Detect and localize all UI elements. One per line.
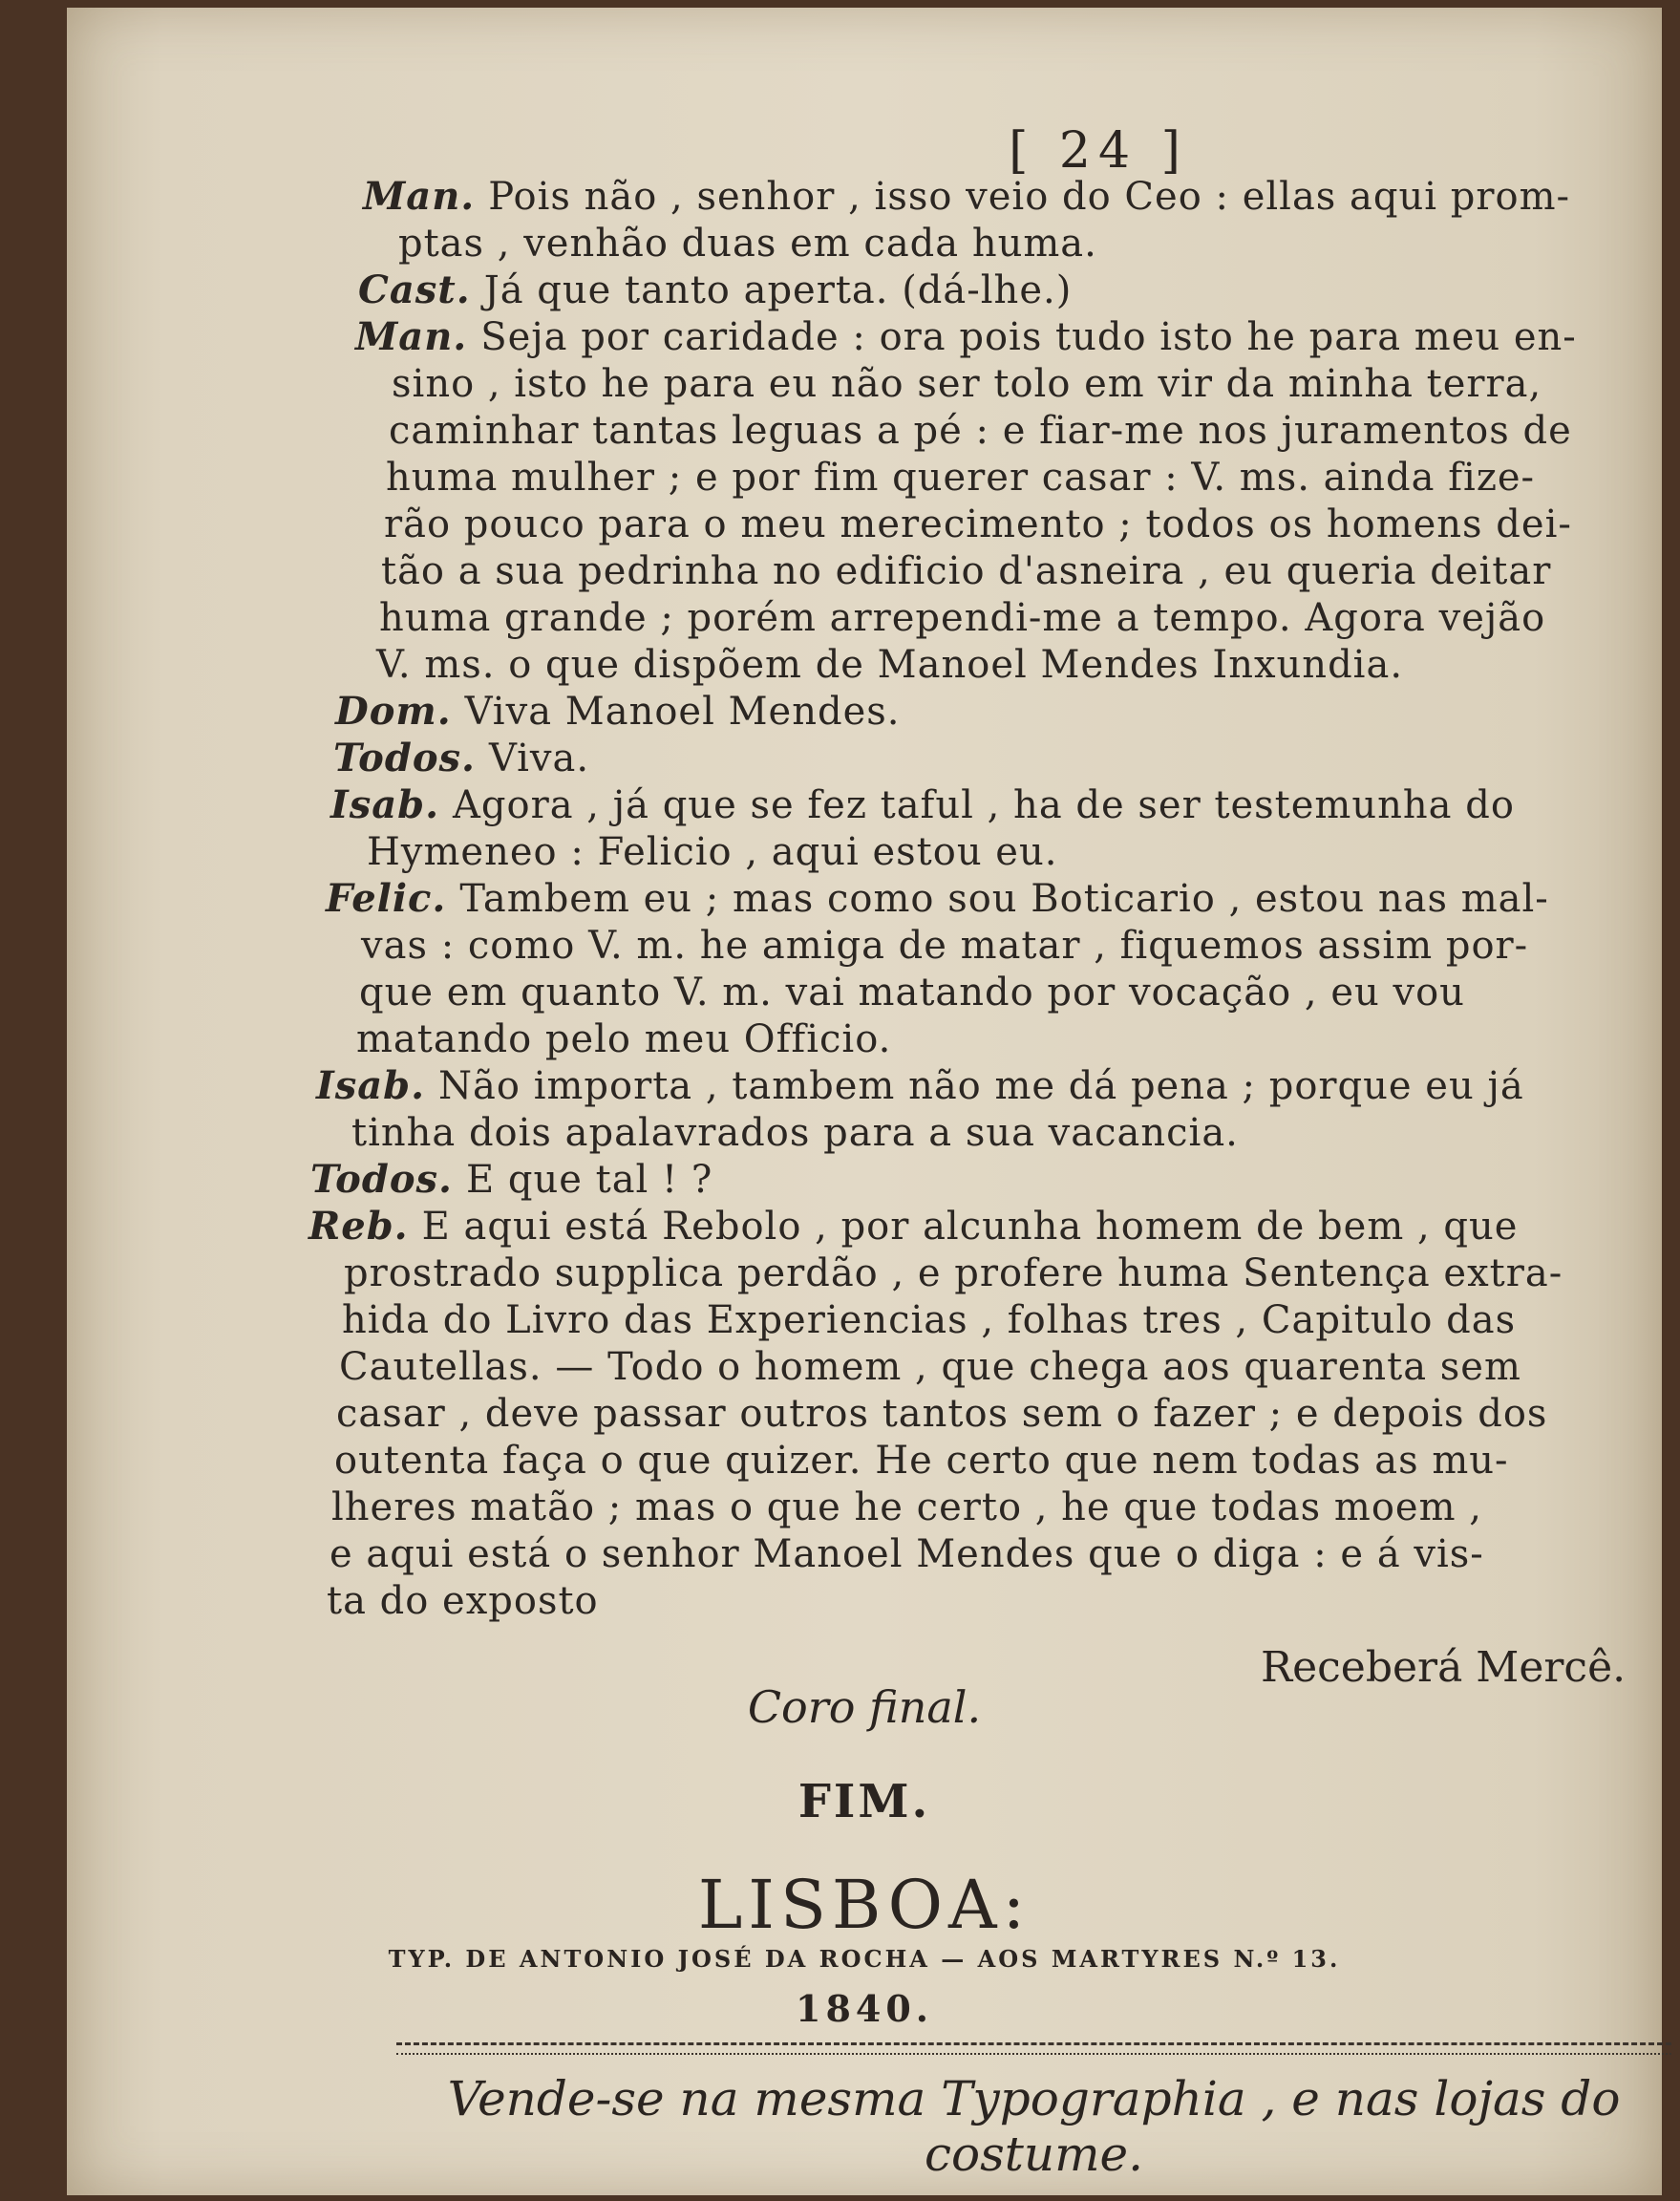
speaker-label: Todos. (333, 736, 476, 780)
text-line (381, 549, 1551, 593)
line-text: ta do exposto (327, 1579, 599, 1623)
line-text: que em quanto V. m. vai matando por vocação , eu vou (359, 971, 1465, 1015)
line-text: E aqui está Rebolo , por alcunha homem de bem , que (421, 1205, 1519, 1249)
line-text: Pois não , senhor , isso veio do Ceo : ellas aqui prom- (488, 175, 1571, 219)
line-text: huma grande ; porém arrependi-me a tempo. Agora vejão (379, 596, 1546, 640)
line-text: Tambem eu ; mas como sou Boticario , estou nas mal- (459, 877, 1549, 921)
text-line (379, 596, 1545, 640)
line-text: casar , deve passar outros tantos sem o fazer ; e depois dos (336, 1392, 1548, 1436)
speaker-label: Felic. (326, 876, 447, 921)
text-line (334, 1439, 1509, 1483)
speaker-label: Dom. (335, 689, 452, 734)
line-text: Viva. (488, 737, 590, 780)
line-text: Agora , já que se fez taful , ha de ser testemunha do (453, 783, 1515, 827)
line-text: E que tal ! ? (465, 1158, 713, 1202)
text-line (316, 1064, 1524, 1108)
text-line (308, 1205, 1518, 1249)
text-line (355, 315, 1577, 359)
coro-final: Coro final. (747, 1681, 982, 1733)
line-text: e aqui está o senhor Manoel Mendes que o diga : e á vis- (330, 1532, 1484, 1576)
speaker-label: Isab. (330, 782, 440, 827)
line-text: vas : como V. m. he amiga de matar , fiquemos assim por- (361, 924, 1529, 968)
page-number: [ 24 ] (1009, 122, 1188, 180)
text-line (392, 362, 1542, 406)
fim-heading: FIM. (797, 1775, 931, 1828)
line-text: huma mulher ; e por fim querer casar : V. ms. ainda fize- (386, 456, 1536, 500)
speaker-label: Man. (355, 314, 468, 359)
text-line (356, 1017, 891, 1061)
text-line (331, 1485, 1482, 1529)
city-imprint: LISBOA: (697, 1866, 1031, 1944)
line-text: Hymeneo : Felicio , aqui estou eu. (367, 830, 1058, 874)
speaker-label: Cast. (358, 267, 471, 312)
text-line (327, 1579, 599, 1623)
line-text: lheres matão ; mas o que he certo , he que todas moem , (331, 1485, 1482, 1529)
line-text: tão a sua pedrinha no edificio d'asneira , eu queria deitar (381, 549, 1552, 593)
text-line (339, 1345, 1521, 1389)
line-text: hida do Livro das Experiencias , folhas tres , Capitulo das (342, 1298, 1517, 1342)
decorative-rule (396, 2042, 1671, 2055)
text-line (342, 1298, 1516, 1342)
line-text: Não importa , tambem não me dá pena ; porque eu já (438, 1064, 1524, 1108)
text-line (361, 924, 1528, 968)
line-text: sino , isto he para eu não ser tolo em vir da minha terra, (392, 362, 1542, 406)
line-text: V. ms. o que dispõem de Manoel Mendes Inxundia. (376, 643, 1404, 687)
line-text: Já que tanto aperta. (dá-lhe.) (483, 268, 1073, 312)
text-line (359, 971, 1465, 1015)
line-text: Viva Manoel Mendes. (464, 690, 901, 734)
text-line (333, 737, 589, 780)
text-line (335, 690, 901, 734)
text-line (367, 830, 1057, 874)
text-line (363, 175, 1570, 219)
printer-imprint: TYP. DE ANTONIO JOSÉ DA ROCHA — AOS MARTYRES N.º 13. (388, 1945, 1341, 1973)
line-text: caminhar tantas leguas a pé : e fiar-me nos juramentos de (389, 409, 1572, 453)
text-line (386, 456, 1535, 500)
text-line (351, 1111, 1239, 1155)
line-text: Cautellas. — Todo o homem , que chega aos quarenta sem (339, 1345, 1521, 1389)
line-text: prostrado supplica perdão , e profere huma Sentença extra- (344, 1251, 1563, 1295)
speaker-label: Isab. (316, 1063, 426, 1108)
signoff: Receberá Mercê. (1261, 1643, 1627, 1692)
line-text: Seja por caridade : ora pois tudo isto he para meu en- (480, 315, 1577, 359)
text-line (310, 1158, 712, 1202)
document-page (67, 8, 1662, 2195)
line-text: tinha dois apalavrados para a sua vacancia. (351, 1111, 1239, 1155)
speaker-label: Man. (363, 174, 476, 219)
text-line (330, 783, 1515, 827)
line-text: rão pouco para o meu merecimento ; todos os homens dei- (384, 502, 1572, 546)
speaker-label: Todos. (310, 1157, 453, 1202)
text-line (336, 1392, 1547, 1436)
line-text: ptas , venhão duas em cada huma. (398, 222, 1097, 266)
text-line (384, 502, 1572, 546)
text-line (376, 643, 1403, 687)
imprint-year: 1840. (796, 1987, 933, 2030)
text-line (398, 222, 1097, 266)
text-line (344, 1251, 1563, 1295)
line-text: matando pelo meu Officio. (356, 1017, 892, 1061)
text-line (389, 409, 1572, 453)
line-text: outenta faça o que quizer. He certo que nem todas as mu- (334, 1439, 1509, 1483)
speaker-label: Reb. (308, 1204, 409, 1249)
sale-note: Vende-se na mesma Typographia , e nas lojas do costume. (447, 2071, 1621, 2182)
text-line (326, 877, 1549, 921)
text-line (330, 1532, 1484, 1576)
text-line (358, 268, 1072, 312)
